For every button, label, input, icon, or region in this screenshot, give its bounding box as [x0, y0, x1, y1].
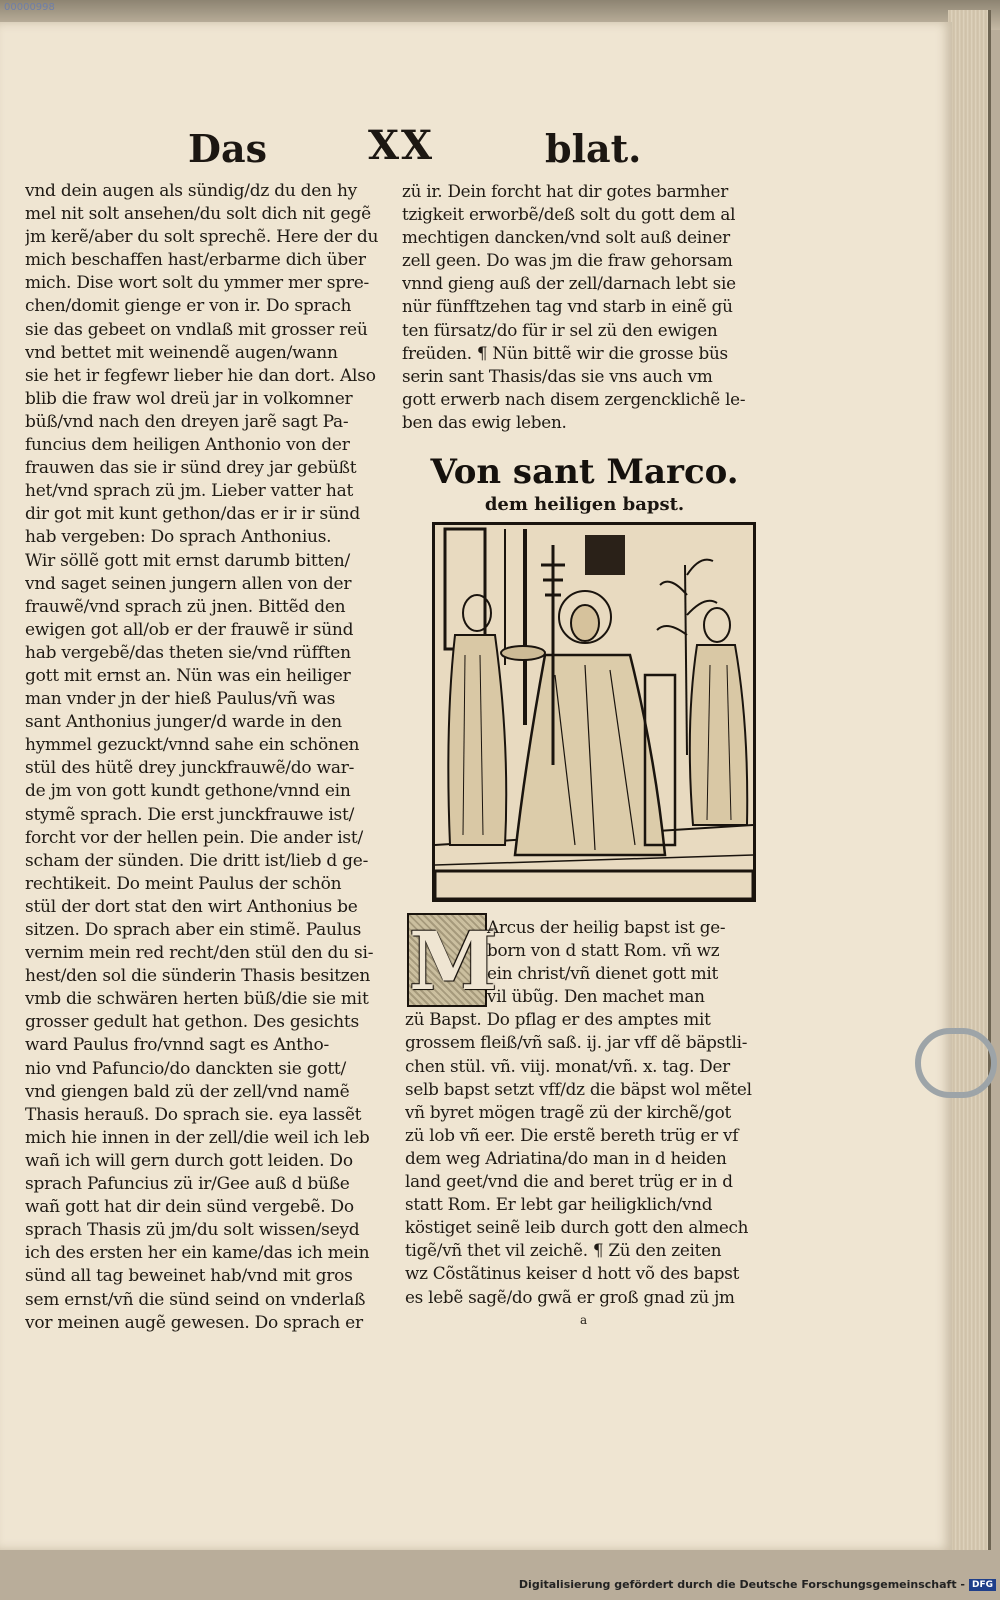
text-line: stül der dort stat den wirt Anthonius be	[25, 896, 358, 917]
text-line: es lebẽ sagẽ/do gwã er groß gnad zü jm	[405, 1286, 735, 1307]
text-line: ein christ/vñ dienet gott mit	[487, 963, 718, 984]
text-line: chen/domit gienge er von ir. Do sprach	[25, 296, 352, 317]
text-line: nür fünfftzehen tag vnd starb in einẽ gü	[402, 296, 733, 317]
folio-number: XX	[368, 122, 435, 169]
text-line: selb bapst setzt vff/dz die bäpst wol mẽtel	[405, 1078, 752, 1099]
signature-mark: a	[580, 1313, 588, 1327]
text-line: sprach Pafuncius zü ir/Gee auß d büße	[25, 1174, 350, 1195]
text-line: tzigkeit erworbẽ/deß solt du gott dem al	[402, 204, 736, 225]
text-line: vil übũg. Den machet man	[487, 986, 705, 1007]
text-line: chen stül. vñ. viij. monat/vñ. x. tag. Der	[405, 1055, 730, 1076]
book-clasp	[915, 1028, 997, 1098]
right-text-column-bottom	[405, 916, 767, 1309]
text-line: forcht vor der hellen pein. Die ander ist/	[25, 827, 363, 848]
text-line: sünd all tag beweinet hab/vnd mit gros	[25, 1266, 353, 1287]
text-line: wz Cõstãtinus keiser d hott võ des bapst	[405, 1263, 740, 1284]
text-line: ten fürsatz/do für ir sel zü den ewigen	[402, 319, 718, 340]
text-line: vor meinen augẽ gewesen. Do sprach er	[25, 1312, 363, 1333]
dfg-logo: DFG	[969, 1579, 996, 1591]
text-line: sie het ir fegfewr lieber hie dan dort. Also	[25, 365, 376, 386]
text-line: zü ir. Dein forcht hat dir gotes barmher	[402, 181, 728, 201]
text-line: serin sant Thasis/das sie vns auch vm	[402, 365, 713, 386]
text-line: zü Bapst. Do pflag er des amptes mit	[405, 1009, 711, 1030]
text-line: het/vnd sprach zü jm. Lieber vatter hat	[25, 481, 354, 502]
text-line: nio vnd Pafuncio/do danckten sie gott/	[25, 1058, 346, 1079]
text-line: grossem fleiß/vñ saß. ij. jar vff dẽ bäpstli-	[405, 1032, 748, 1053]
text-line: land geet/vnd die and beret trüg er in d	[405, 1171, 733, 1192]
running-head	[150, 118, 642, 171]
footer-credit-text: Digitalisierung gefördert durch die Deutsche Forschungsgemeinschaft -	[518, 1578, 965, 1591]
text-line: ward Paulus fro/vnnd sagt es Antho-	[25, 1035, 329, 1056]
left-text-column	[25, 180, 393, 1335]
text-line: sant Anthonius junger/d warde in den	[25, 712, 342, 733]
text-line: mel nit solt ansehen/du solt dich nit gegẽ	[25, 204, 371, 225]
text-line: man vnder jn der hieß Paulus/vñ was	[25, 689, 336, 710]
text-line: de jm von gott kundt gethone/vnnd ein	[25, 781, 351, 802]
text-line: mechtigen dancken/vnd solt auß deiner	[402, 227, 730, 248]
text-line: vnd saget seinen jungern allen von der	[25, 573, 352, 594]
running-head-left: Das	[188, 126, 267, 171]
text-line: stül des hütẽ drey junckfrauwẽ/do war-	[25, 758, 355, 779]
text-line: gott mit ernst an. Nün was ein heiliger	[25, 665, 351, 686]
text-line: ewigen got all/ob er der frauwẽ ir sünd	[25, 619, 354, 640]
text-line: frauwen das sie ir sünd drey jar gebüßt	[25, 458, 357, 479]
text-line: vñ byret mögen tragẽ zü der kirchẽ/got	[405, 1101, 731, 1122]
text-line: hymmel gezuckt/vnnd sahe ein schönen	[25, 735, 360, 756]
text-line: gott erwerb nach disem zergencklichẽ le-	[402, 388, 746, 409]
text-line: scham der sünden. Die dritt ist/lieb d ge-	[25, 850, 369, 871]
text-line: tigẽ/vñ thet vil zeichẽ. ¶ Zü den zeiten	[405, 1240, 722, 1261]
text-line: sprach Thasis zü jm/du solt wissen/seyd	[25, 1220, 360, 1241]
text-line: statt Rom. Er lebt gar heiligklich/vnd	[405, 1194, 713, 1215]
footer-credit	[0, 1578, 996, 1591]
text-line: funcius dem heiligen Anthonio von der	[25, 435, 350, 456]
text-line: mich. Dise wort solt du ymmer mer spre-	[25, 273, 370, 294]
text-line: rechtikeit. Do meint Paulus der schön	[25, 873, 342, 894]
text-line: Thasis herauß. Do sprach sie. eya lassẽt	[25, 1104, 362, 1125]
text-line: born von d statt Rom. vñ wz	[487, 940, 720, 961]
section-title: Von sant Marco.	[430, 452, 739, 492]
text-line: zü lob vñ eer. Die erstẽ bereth trüg er vf	[405, 1124, 739, 1145]
text-line: ben das ewig leben.	[402, 411, 567, 432]
text-line: Wir söllẽ gott mit ernst darumb bitten/	[25, 550, 350, 571]
text-line: dir got mit kunt gethon/das er ir ir sünd	[25, 504, 360, 525]
text-line: sitzen. Do sprach aber ein stimẽ. Paulus	[25, 920, 362, 940]
woodcut-drawing	[435, 525, 753, 899]
text-line: mich beschaffen hast/erbarme dich über	[25, 250, 366, 271]
text-line: wañ ich will gern durch gott leiden. Do	[25, 1150, 353, 1171]
text-line: hest/den sol die sünderin Thasis besitzen	[25, 966, 371, 987]
text-line: vernim mein red recht/den stül den du si-	[25, 943, 374, 964]
text-line: stymẽ sprach. Die erst junckfrauwe ist/	[25, 804, 355, 825]
text-line: freüden. ¶ Nün bittẽ wir die grosse büs	[402, 342, 728, 363]
text-line: vnd bettet mit weinendẽ augen/wann	[25, 342, 338, 363]
text-line: dem weg Adriatina/do man in d heiden	[405, 1147, 727, 1168]
text-line: frauwẽ/vnd sprach zü jnen. Bittẽd den	[25, 596, 346, 617]
text-line: büß/vnd nach den dreyen jarẽ sagt Pa-	[25, 411, 349, 432]
text-line: vnnd gieng auß der zell/darnach lebt sie	[402, 273, 736, 294]
text-line: blib die fraw wol dreü jar in volkomner	[25, 388, 353, 409]
text-line: hab vergebẽ/das theten sie/vnd rüfften	[25, 642, 351, 663]
text-line: köstiget seinẽ leib durch gott den almech	[405, 1217, 749, 1238]
text-line: jm kerẽ/aber du solt sprechẽ. Here der du	[25, 227, 379, 248]
text-line: sem ernst/vñ die sünd seind on vnderlaß	[25, 1289, 366, 1310]
text-line: ich des ersten her ein kame/das ich mein	[25, 1243, 370, 1264]
text-line: Arcus der heilig bapst ist ge-	[487, 917, 726, 937]
text-line: sie das gebeet on vndlaß mit grosser reü	[25, 319, 368, 340]
book-page-edges	[948, 10, 991, 1550]
text-line: mich hie innen in der zell/die weil ich leb	[25, 1127, 370, 1148]
text-line: hab vergeben: Do sprach Anthonius.	[25, 527, 332, 548]
running-head-right: blat.	[545, 126, 642, 171]
woodcut-illustration-saint-mark	[432, 522, 756, 902]
right-text-column-top	[402, 180, 767, 434]
text-line: vnd giengen bald zü der zell/vnd namẽ	[25, 1081, 350, 1102]
text-line: zell geen. Do was jm die fraw gehorsam	[402, 250, 733, 271]
text-line: wañ gott hat dir dein sünd vergebẽ. Do	[25, 1197, 354, 1218]
text-line: vnd dein augen als sündig/dz du den hy	[25, 181, 358, 201]
section-subtitle: dem heiligen bapst.	[484, 494, 685, 515]
scan-id: 00000998	[4, 2, 55, 13]
initial-letter: M	[409, 914, 498, 1008]
text-line: vmb die schwären herten büß/die sie mit	[25, 989, 369, 1010]
text-line: grosser gedult hat gethon. Des gesichts	[25, 1012, 359, 1033]
